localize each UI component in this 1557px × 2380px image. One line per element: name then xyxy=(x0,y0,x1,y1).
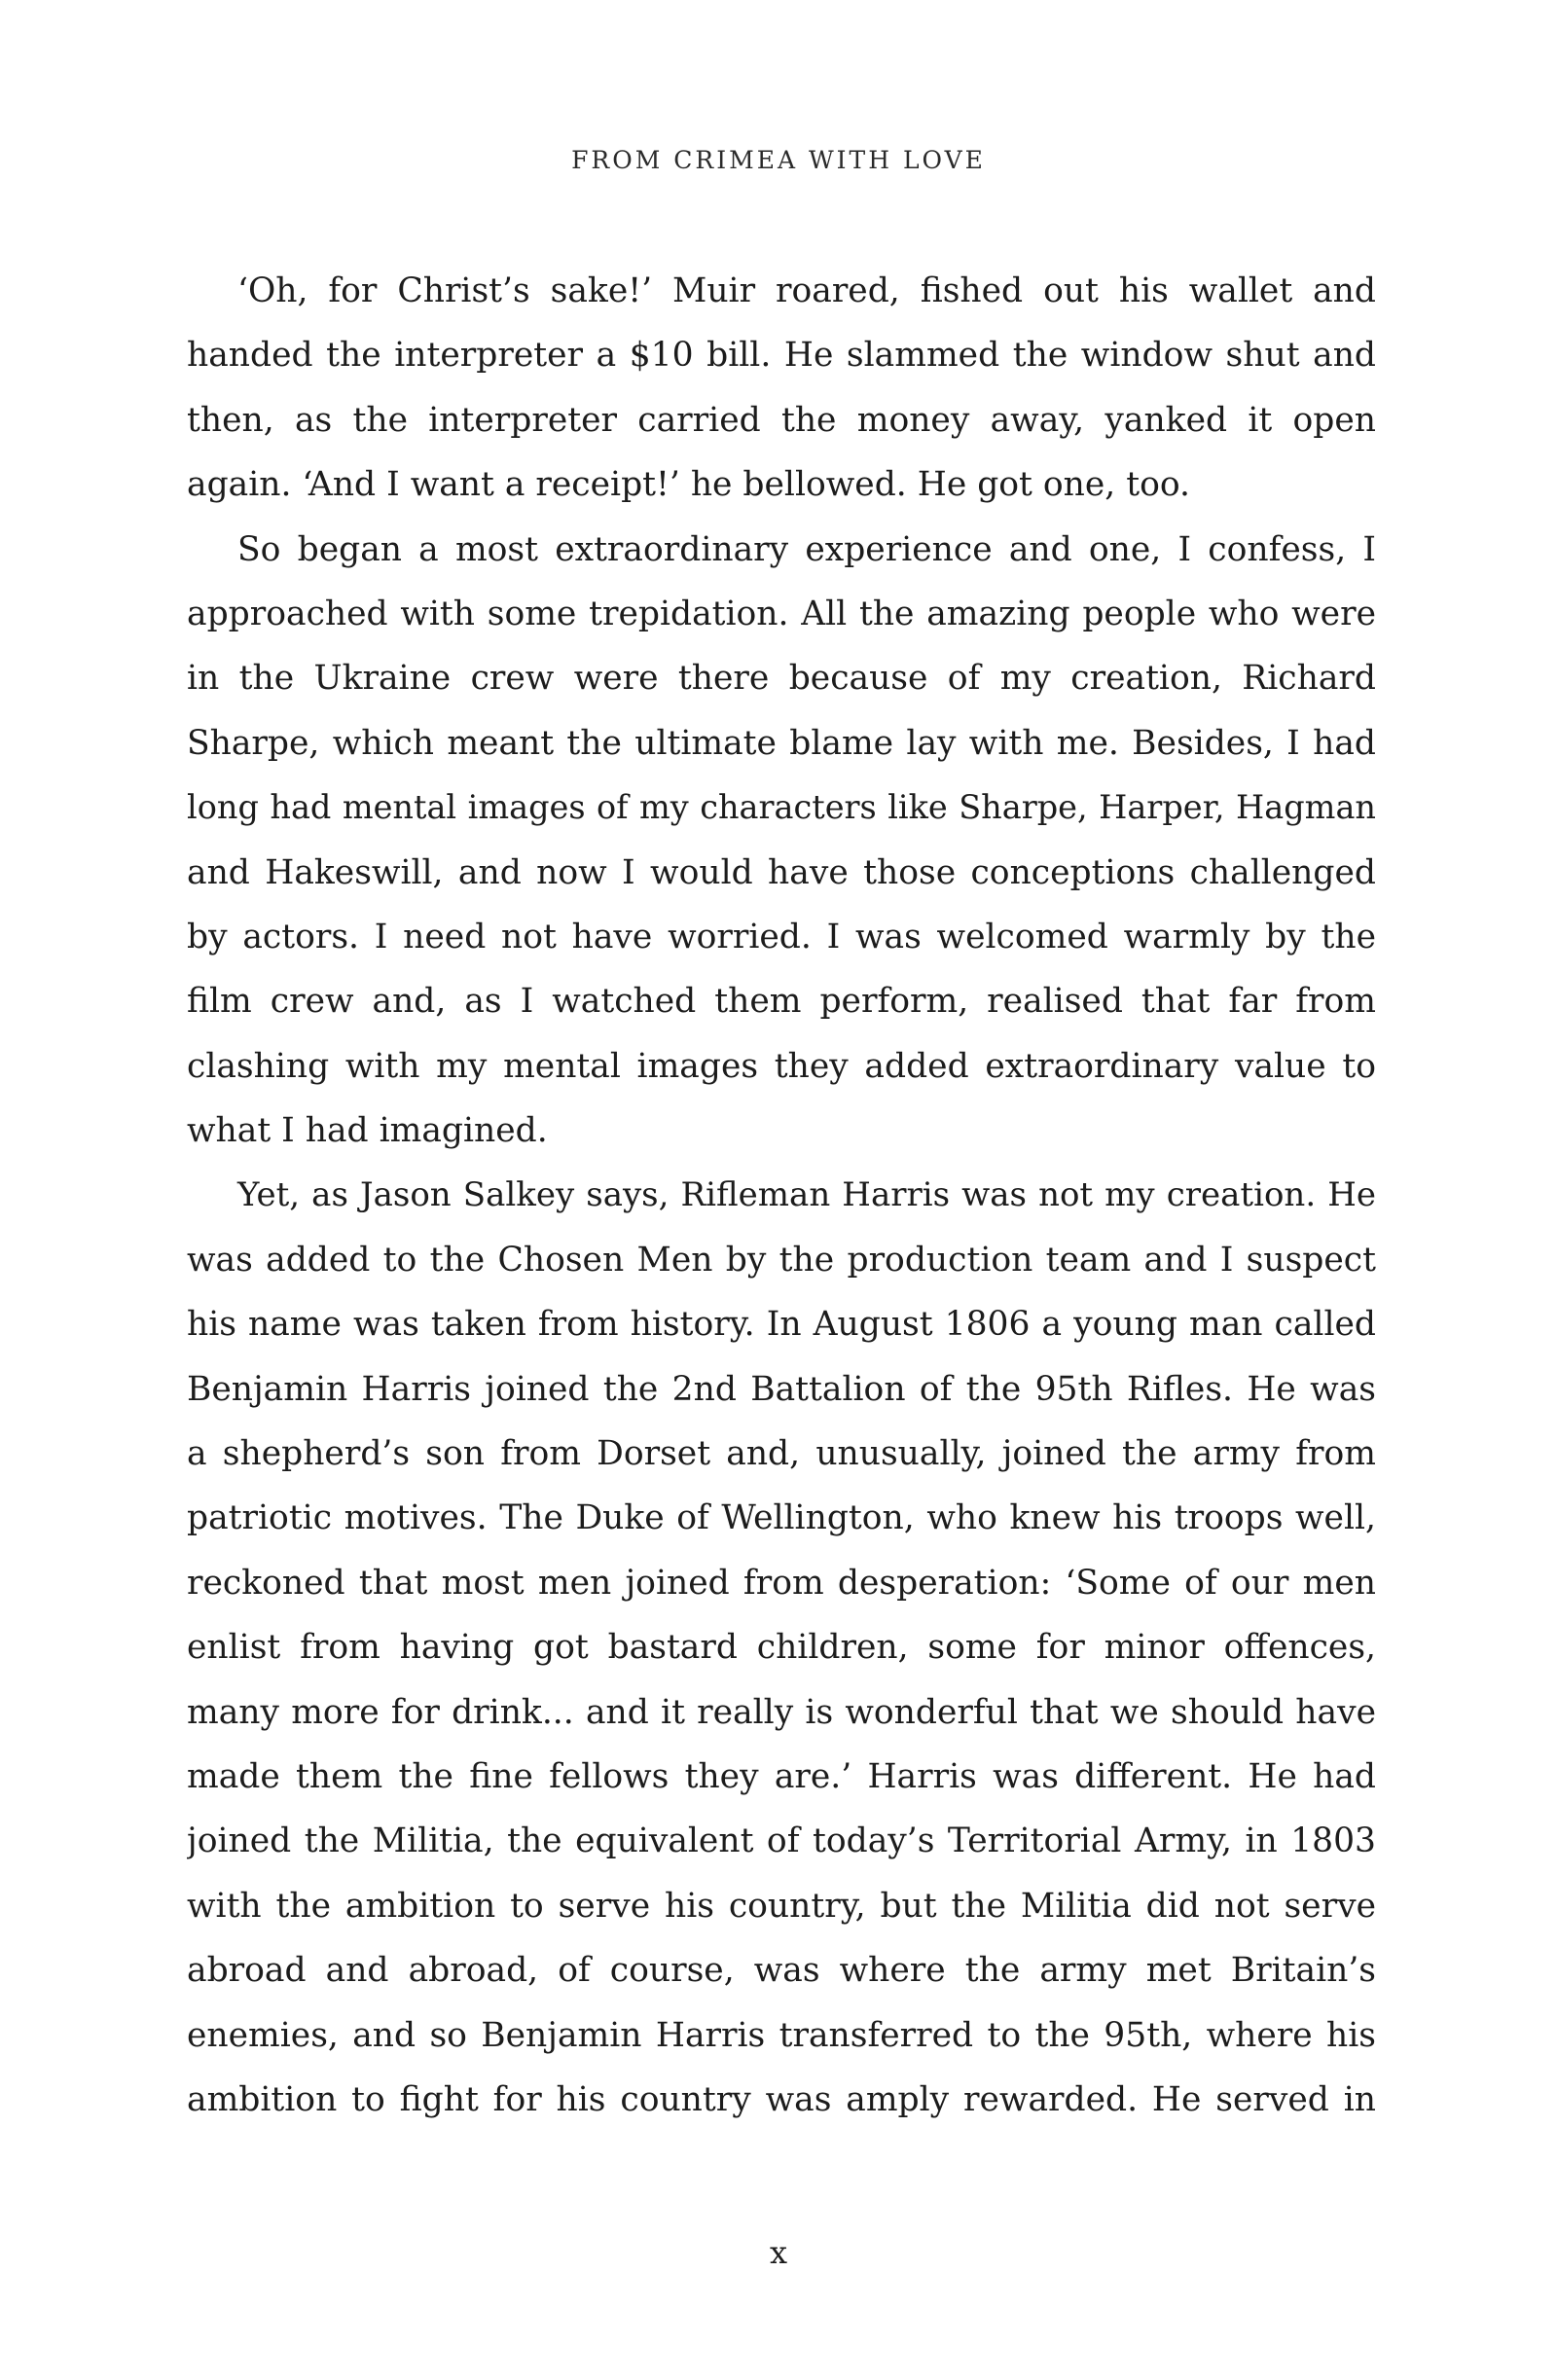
text-line: made them the fine fellows they are.’ Harris was different. He had xyxy=(187,1756,1376,1796)
text-line: in the Ukraine crew were there because of my creation, Richard xyxy=(187,659,1376,699)
text-line: ambition to fight for his country was amply rewarded. He served in xyxy=(187,2079,1376,2119)
text-line: long had mental images of my characters like Sharpe, Harper, Hagman xyxy=(187,788,1376,827)
text-line: patriotic motives. The Duke of Wellington, who knew his troops well, xyxy=(187,1498,1376,1538)
text-line: a shepherd’s son from Dorset and, unusually, joined the army from xyxy=(187,1434,1376,1474)
body-text xyxy=(187,259,1376,2132)
text-line: and Hakeswill, and now I would have those conceptions challenged xyxy=(187,852,1376,892)
text-line: Sharpe, which meant the ultimate blame lay with me. Besides, I had xyxy=(187,723,1376,763)
text-line: what I had imagined. xyxy=(187,1111,548,1151)
paragraph xyxy=(187,518,1376,1164)
text-line: many more for drink... and it really is wonderful that we should have xyxy=(187,1692,1376,1732)
text-line: approached with some trepidation. All the amazing people who were xyxy=(187,594,1376,633)
paragraph xyxy=(187,259,1376,518)
text-line: then, as the interpreter carried the money away, yanked it open xyxy=(187,400,1376,440)
text-line: Benjamin Harris joined the 2nd Battalion of the 95th Rifles. He was xyxy=(187,1369,1376,1409)
page-number: x xyxy=(769,2234,788,2271)
text-line: his name was taken from history. In August 1806 a young man called xyxy=(187,1305,1376,1345)
text-line: abroad and abroad, of course, was where the army met Britain’s xyxy=(187,1951,1376,1991)
paragraph xyxy=(187,1163,1376,2132)
text-line: enemies, and so Benjamin Harris transferred to the 95th, where his xyxy=(187,2015,1376,2055)
text-line: by actors. I need not have worried. I was welcomed warmly by the xyxy=(187,917,1376,956)
text-line: film crew and, as I watched them perform, realised that far from xyxy=(187,982,1376,1022)
text-line: joined the Militia, the equivalent of today’s Territorial Army, in 1803 xyxy=(187,1821,1376,1861)
text-line: enlist from having got bastard children, some for minor offences, xyxy=(187,1628,1376,1668)
text-line: again. ‘And I want a receipt!’ he bellowed. He got one, too. xyxy=(187,465,1190,505)
text-line: with the ambition to serve his country, but the Militia did not serve xyxy=(187,1886,1376,1926)
text-line: So began a most extraordinary experience and one, I confess, I xyxy=(237,529,1376,569)
text-line: ‘Oh, for Christ’s sake!’ Muir roared, fished out his wallet and xyxy=(237,271,1376,310)
text-line: reckoned that most men joined from desperation: ‘Some of our men xyxy=(187,1563,1376,1603)
text-line: was added to the Chosen Men by the production team and I suspect xyxy=(187,1240,1376,1280)
text-line: clashing with my mental images they added extraordinary value to xyxy=(187,1046,1376,1086)
running-head: FROM CRIMEA WITH LOVE xyxy=(571,146,986,174)
text-line: handed the interpreter a $10 bill. He slammed the window shut and xyxy=(187,336,1376,376)
text-line: Yet, as Jason Salkey says, Rifleman Harris was not my creation. He xyxy=(237,1175,1376,1215)
